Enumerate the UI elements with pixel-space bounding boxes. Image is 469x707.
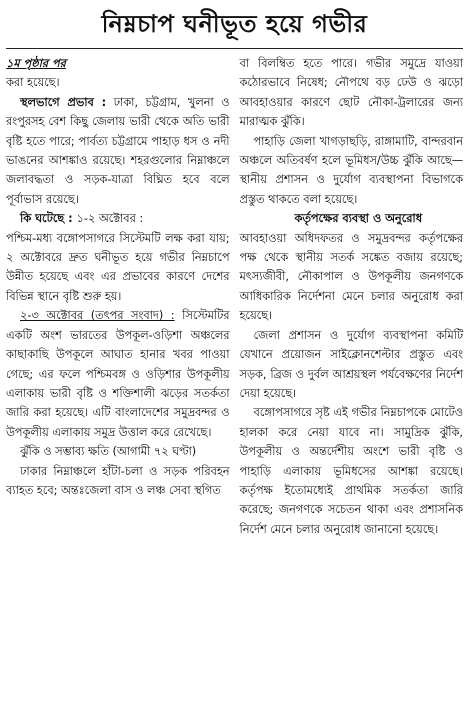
- subhead-what-happened: কি ঘটেছে : ১-২ অক্টোবর :: [20, 212, 144, 226]
- conclusion-paragraph: বঙ্গোপসাগরে সৃষ্ট এই গভীর নিম্নচাপকে মোটেও হালকা করে নেয়া যাবে না। সামুদ্রিক ঝুঁকি, উপকূলীয় ও অন্তর্দেশীয় অংশে ভারী বৃষ্টি ও পাহাড়ি এলাকায় ভূমিধসের আশঙ্কা রয়েছে। কর্তৃপক্ষ ইতোমধ্যেই প্রাথমিক সতর্কতা জারি করেছে; জনগণকে সচেতন থাকা এবং প্রশাসনিক নির্দেশ মেনে চলার অনুরোধ জানানো হয়েছে।: [239, 406, 463, 536]
- subhead-authority-actions: কর্তৃপক্ষের ব্যবস্থা ও অনুরোধ: [294, 212, 423, 226]
- hill-districts-paragraph: পাহাড়ি জেলা খাগড়াছড়ি, রাঙ্গামাটি, বান্দরবান অঞ্চলে অতিবর্ষণ হলে ভূমিধস/উচ্চ ঝুঁকি আছে— স্থানীয় প্রশাসন ও দুর্যোগ ব্যবস্থাপনা বিভাগকে প্রস্তুত থাকতে বলা হয়েছে।: [239, 134, 463, 206]
- risks-continued-paragraph: বা বিলম্বিত হতে পারে। গভীর সমুদ্রে যাওয়া কঠোরভাবে নিষেধ; নৌপথে বড় ঢেউ ও ঝড়ো আবহাওয়ার কারণে ছোট নৌকা-ট্রলারের জন্য মারাত্মক ঝুঁকি।: [239, 57, 463, 129]
- right-column: [240, 54, 464, 694]
- date-2-3-oct: ২-৩ অক্টোবর (তৎপর সংবাদ) :: [20, 309, 175, 323]
- impact-text: ঢাকা, চট্টগ্রাম, খুলনা ও রংপুরসহ বেশ কিছু জেলায় ভারী থেকে অতি ভারী বৃষ্টি হতে পারে; পার্বত্য চট্টগ্রামে পাহাড় ধস ও নদী ভাঙনের আশঙ্কাও রয়েছে। শহরগুলোর নিম্নাঞ্চলে জলাবদ্ধতা ও সড়ক-যাত্রা বিঘ্নিত হবে বলে পূর্বাভাস রয়েছে।: [6, 95, 230, 206]
- authority-paragraph-2: জেলা প্রশাসন ও দুর্যোগ ব্যবস্থাপনা কমিটি যেখানে প্রয়োজন সাইক্লোনশেল্টার প্রস্তুত এবং সড়ক, ব্রিজ ও দুর্বল আশ্রয়স্থল পর্যবেক্ষণের নির্দেশ দেয়া হয়েছে।: [239, 328, 463, 400]
- timeline-paragraph-1: পশ্চিম-মধ্য বঙ্গোপসাগরে সিস্টেমটি লক্ষ করা যায়; ২ অক্টোবরে দ্রুত ঘনীভূত হয়ে গভীর নিম্নচাপে উন্নীত হয়েছে এবং এর প্রভাবের কারণে দেশের বিভিন্ন স্থানে বৃষ্টি শুরু হয়।: [6, 231, 230, 303]
- continued-text: করা হয়েছে।: [6, 76, 60, 90]
- timeline-text-2: সিস্টেমটির একটি অংশ ভারতের উপকূল-ওড়িশা অঞ্চলের কাছাকাছি উপকূলে আঘাত হানার খবর পাওয়া গেছে; এর ফলে পশ্চিমবঙ্গ ও ওড়িশার উপকূলীয় এলাকায় ভারী বৃষ্টি ও শক্তিশালী ঝড়ের সতর্কতা জারি করা হয়েছে। এটি বাংলাদেশের সমুদ্রবন্দর ও উপকূলীয় এলাকায় সমুদ্র উত্তাল করে রেখেছে।: [6, 309, 230, 439]
- authority-paragraph-1: আবহাওয়া অধিদফতর ও সমুদ্রবন্দর কর্তৃপক্ষের পক্ষ থেকে স্থানীয় সতর্ক সঙ্কেত বজায় রয়েছে; মৎস্যজীবী, নৌকাপাল ও উপকূলীয় জনগণকে আধিকারিক নির্দেশনা মেনে চলার অনুরোধ করা হয়েছে।: [239, 231, 463, 323]
- date-1-2-oct: ১-২ অক্টোবর :: [76, 212, 144, 226]
- risks-paragraph: ঢাকার নিম্নাঞ্চলে হাঁটা-চলা ও সড়ক পরিবহন ব্যাহত হবে; অন্তঃজেলা বাস ও লঞ্চ সেবা স্থগিত: [6, 464, 230, 497]
- impact-paragraph: [6, 93, 230, 209]
- subhead-risks: ঝুঁকি ও সম্ভাব্য ক্ষতি (আগামী ৭২ ঘণ্টা): [20, 445, 197, 459]
- headline: নিম্নচাপ ঘনীভূত হয়ে গভীর: [6, 4, 463, 49]
- left-column: [6, 54, 230, 694]
- timeline-paragraph-2: [6, 306, 230, 442]
- continuation-kicker: ১ম পৃষ্ঠার পর: [6, 57, 66, 70]
- article-body: [6, 54, 463, 694]
- continued-paragraph: [6, 54, 230, 93]
- impact-lead: স্থলভাগে প্রভাব :: [20, 95, 107, 109]
